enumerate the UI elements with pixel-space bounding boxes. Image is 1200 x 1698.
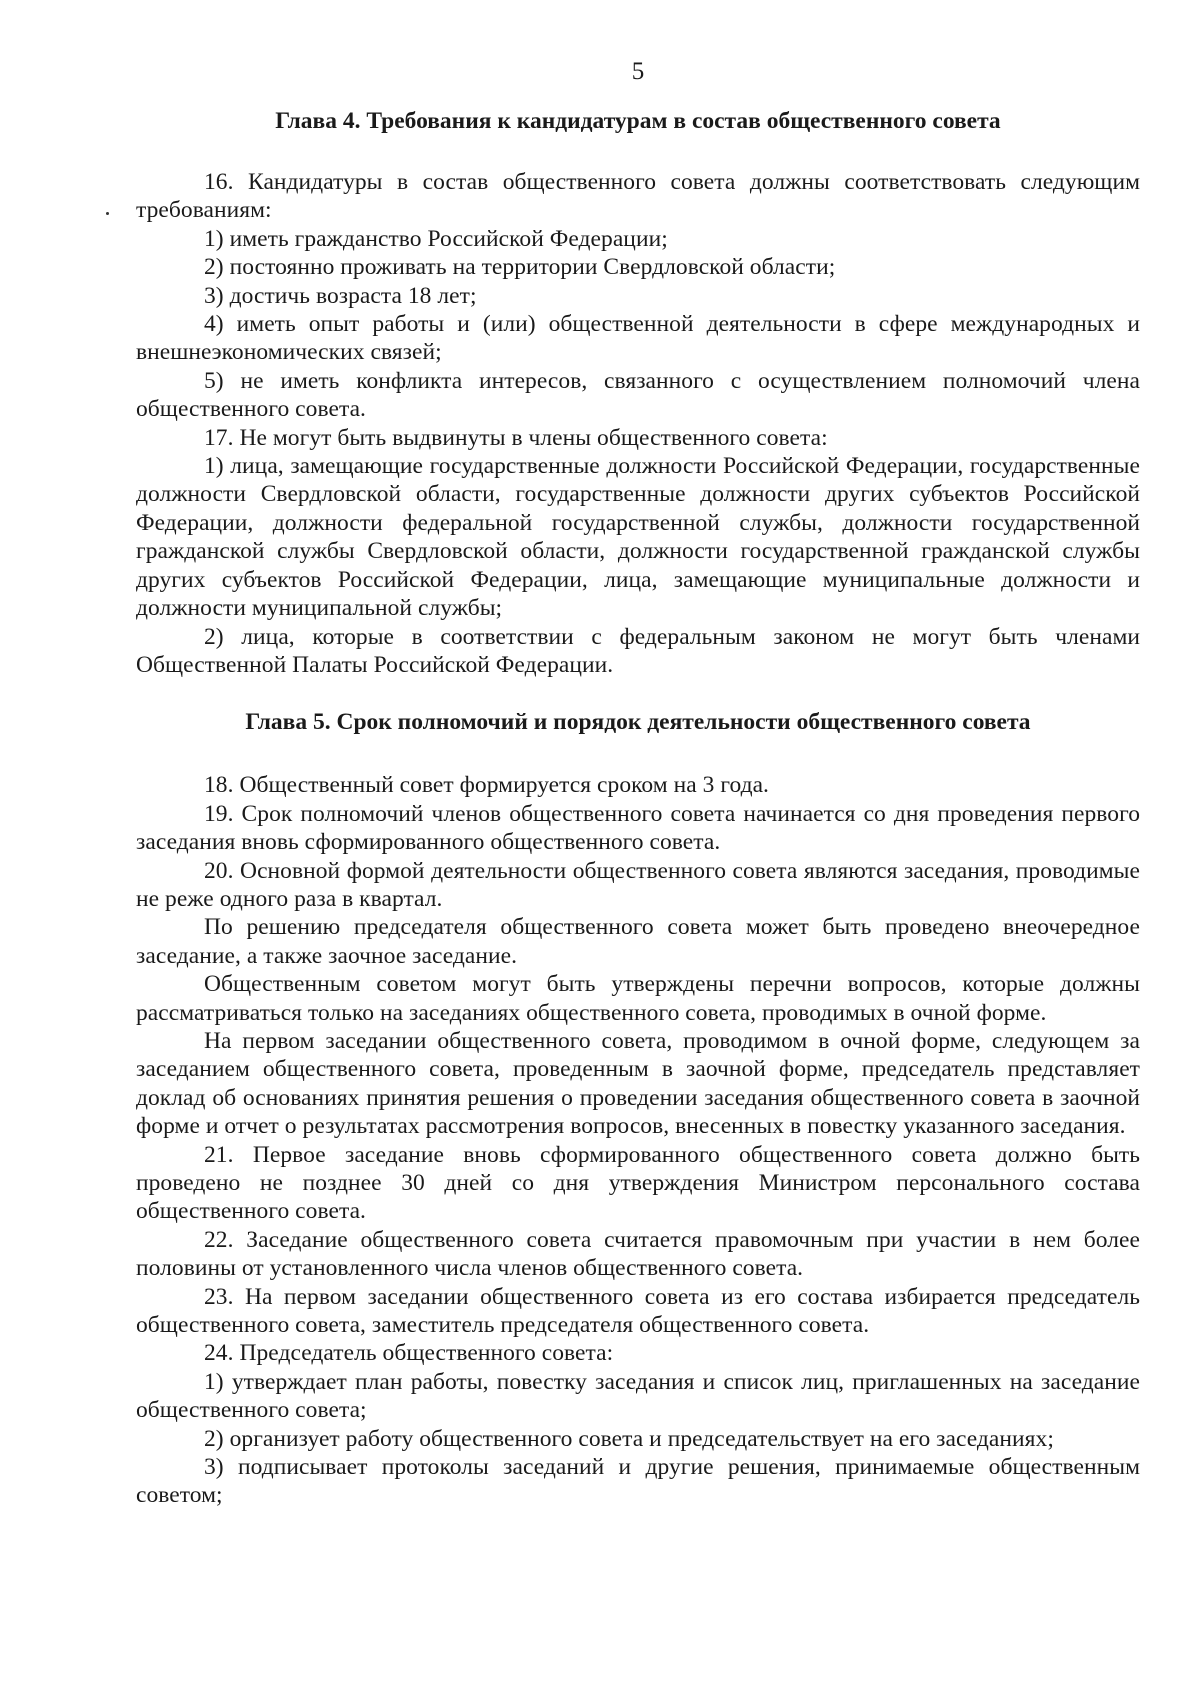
clause-16-item-3: 3) достичь возраста 18 лет; — [204, 282, 477, 309]
chapter-5-body — [136, 771, 1140, 1510]
clause-20: 20. Основной формой деятельности общественного совета являются заседания, проводимые не реже одного раза в квартал. — [136, 857, 1140, 912]
clause-17-item-2: 2) лица, которые в соответствии с федеральным законом не могут быть членами Общественной Палаты Российской Федерации. — [136, 623, 1140, 678]
clause-24-item-1: 1) утверждает план работы, повестку заседания и список лиц, приглашенных на заседание общественного совета; — [136, 1368, 1140, 1424]
clause-16-item-2: 2) постоянно проживать на территории Свердловской области; — [204, 254, 836, 281]
clause-18: 18. Общественный совет формируется сроком на 3 года. — [204, 772, 769, 799]
clause-16: 16. Кандидатуры в состав общественного совета должны соответствовать следующим требованиям: — [136, 169, 1140, 224]
clause-22: 22. Заседание общественного совета считается правомочным при участии в нем более половины от установленного числа членов общественного совета. — [136, 1226, 1140, 1282]
clause-16-item-4: 4) иметь опыт работы и (или) общественной деятельности в сфере международных и внешнеэкономических связей; — [136, 311, 1140, 366]
clause-16-item-5: 5) не иметь конфликта интересов, связанного с осуществлением полномочий члена общественного совета. — [136, 367, 1140, 423]
clause-20-paragraph-2: По решению председателя общественного совета может быть проведено внеочередное заседание, а также заочное заседание. — [136, 914, 1140, 969]
clause-17: 17. Не могут быть выдвинуты в члены общественного совета: — [204, 424, 828, 451]
page-number: 5 — [631, 58, 645, 85]
clause-19: 19. Срок полномочий членов общественного совета начинается со дня проведения первого заседания вновь сформированного общественного совета. — [136, 800, 1140, 856]
scan-speck — [106, 212, 109, 215]
chapter-4-body — [136, 168, 1140, 679]
clause-24: 24. Председатель общественного совета: — [204, 1340, 614, 1367]
clause-23: 23. На первом заседании общественного совета из его состава избирается председатель общественного совета, заместитель председателя общественного совета. — [136, 1283, 1140, 1339]
clause-21: 21. Первое заседание вновь сформированного общественного совета должно быть проведено не позднее 30 дней со дня утверждения Министром персонального состава общественного совета. — [136, 1141, 1140, 1225]
clause-24-item-3: 3) подписывает протоколы заседаний и другие решения, принимаемые общественным советом; — [136, 1454, 1140, 1509]
chapter-5-title: Глава 5. Срок полномочий и порядок деятельности общественного совета — [245, 709, 1031, 736]
clause-16-item-1: 1) иметь гражданство Российской Федерации; — [204, 225, 668, 252]
clause-20-paragraph-4: На первом заседании общественного совета, проводимом в очной форме, следующем за заседанием общественного совета, проведенным в заочной форме, председатель представляет доклад об основаниях принятия решения о проведении заседания общественного совета в заочной форме и отчет о результатах рассмотрения вопросов, внесенных в повестку указанного заседания. — [136, 1027, 1140, 1140]
clause-17-item-1: 1) лица, замещающие государственные должности Российской Федерации, государственные должности Свердловской области, государственные должности других субъектов Российской Федерации, должности федеральной государственной службы, должности государственной гражданской службы Свердловской области, должности государственной гражданской службы других субъектов Российской Федерации, лица, замещающие муниципальные должности и должности муниципальной службы; — [136, 453, 1140, 622]
chapter-4-title: Глава 4. Требования к кандидатурам в состав общественного совета — [275, 108, 1001, 134]
clause-24-item-2: 2) организует работу общественного совета и председательствует на его заседаниях; — [204, 1425, 1054, 1452]
document-page — [136, 56, 1140, 1510]
clause-20-paragraph-3: Общественным советом могут быть утверждены перечни вопросов, которые должны рассматриваться только на заседаниях общественного совета, проводимых в очной форме. — [136, 971, 1140, 1026]
